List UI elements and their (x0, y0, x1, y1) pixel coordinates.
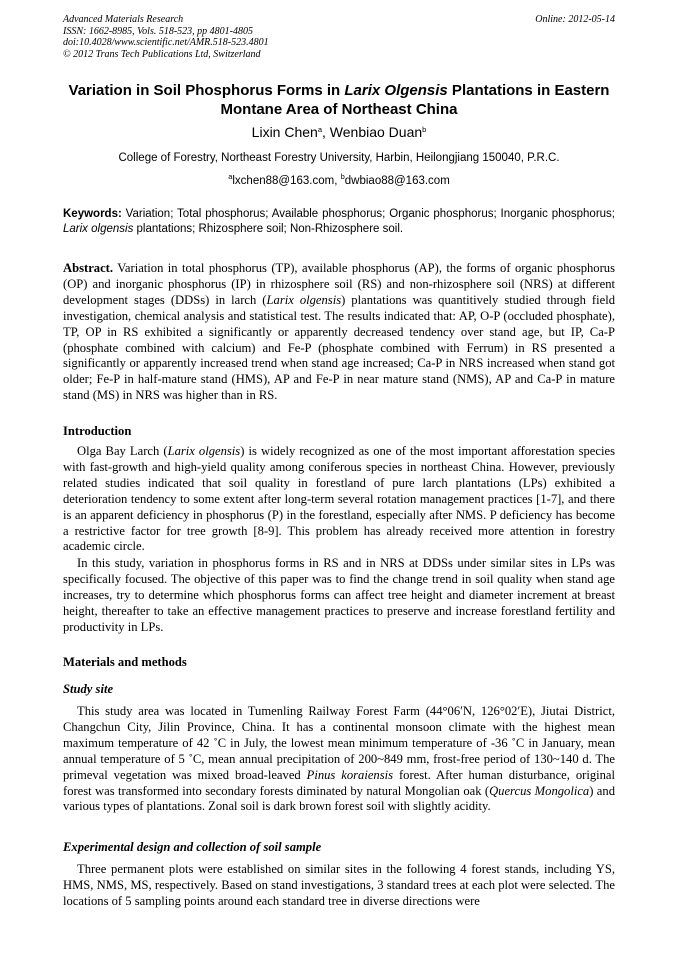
paper-title: Variation in Soil Phosphorus Forms in Larix Olgensis Plantations in Eastern Montane Area of Northeast China (68, 82, 610, 118)
affiliation: College of Forestry, Northeast Forestry University, Harbin, Heilongjiang 150040, P.R.C. (118, 152, 560, 164)
design-paragraph: Three permanent plots were established on similar sites in the following 4 forest stands, including YS, HMS, NMS, MS, respectively. Based on stand investigations, 3 standard trees at each plot were selected. The locations of 5 sampling points around each standard tree in diverse directions were (63, 862, 615, 908)
subsection-heading-study-site: Study site (63, 682, 114, 696)
section-heading-methods: Materials and methods (63, 655, 187, 669)
abstract-label: Abstract. (63, 261, 114, 275)
keywords-label: Keywords: (63, 208, 122, 220)
study-site-paragraph: This study area was located in Tumenling Railway Forest Farm (44°06′N, 126°02′E), Jiutai District, Changchun City, Jilin Province, China. It has a continental monsoon climate with the highest mean maximum temperature of 42 ˚C in July, the lowest mean minimum temperature of -36 ˚C in January, mean annual temperature of 5 ˚C, mean annual precipitation of 200~849 mm, frost-free period of 130~140 d. The primeval vegetation was mixed broad-leaved Pinus koraiensis forest. After human disturbance, original forest was transformed into secondary forests diminated by natural Mongolian oak (Quercus Mongolica) and various types of plantations. Zonal soil is dark brown forest soil with slightly acidity. (63, 704, 616, 814)
copyright-line: © 2012 Trans Tech Publications Ltd, Switzerland (63, 48, 261, 60)
intro-paragraph-2: In this study, variation in phosphorus forms in RS and in NRS at DDSs under similar sites in LPs was specifically focused. The objective of this paper was to find the change trend in soil quality when stand age increases, try to determine which phosphorus forms can affect tree height and diameter increment at breast height, thereafter to take an effective management practices to preserve and increase forestland fertility and productivity in LPs. (63, 556, 615, 634)
section-heading-introduction: Introduction (63, 424, 132, 438)
email-link[interactable]: lxchen88@163.com (232, 175, 335, 187)
journal-header (63, 14, 269, 60)
abstract: Abstract. Variation in total phosphorus (TP), available phosphorus (AP), the forms of organic phosphorus (OP) and inorganic phosphorus (IP) in rhizosphere soil (RS) and non-rhizosphere soil (NRS) at different development stages (DDSs) in larch (Larix olgensis) plantations was quantitively studied through field investigation, chemical analysis and statistical test. The results indicated that: AP, O-P (occluded phosphate), TP, OP in RS exhibited a significantly or apparently decreased tendency over stand age, but IP, Ca-P (phosphate combined with calcium) and Fe-P (phosphate combined with Ferrum) in RS presented a significantly or apparently increased trend when stand age increased; Ca-P in NRS increased when stand got older; Fe-P in half-mature stand (HMS), AP and Fe-P in near mature stand (NMS), AP and Ca-P in mature stand (MS) in NRS was higher than in RS. (63, 261, 615, 403)
issn-line: ISSN: 1662-8985, Vols. 518-523, pp 4801-4805 (63, 25, 253, 37)
title-species: Larix Olgensis (344, 82, 448, 99)
author-list: Lixin Chen$^a$, Wenbiao Duan$^b$ (251, 124, 427, 140)
intro-paragraph-1: Olga Bay Larch (Larix olgensis) is widely recognized as one of the most important afforestation species with fast-growth and high-yield quality among coniferous species in northeast China. However, previously related studies indicated that soil quality in forestland of pure larch plantations (LPs) exhibited a deterioration tendency to some extent after long-term several rotation management practices [1-7], and there is an apparent deficiency in phosphorus (P) in the forestland, especially after NMS. P deficiency has become a restrictive factor for tree growth [8-9]. This problem has already received more attention in forestry academic circle. (63, 444, 615, 554)
journal-name: Advanced Materials Research (63, 14, 184, 25)
keywords: Keywords: Variation; Total phosphorus; Available phosphorus; Organic phosphorus; Inorganic phosphorus; Larix olgensis plantations; Rhizosphere soil; Non-Rhizosphere soil. (63, 208, 615, 236)
author-emails: $^a$lxchen88@163.com, $^b$dwbiao88@163.com (228, 172, 450, 187)
subsection-heading-design: Experimental design and collection of soil sample (63, 840, 322, 854)
author-name: Wenbiao Duan (329, 124, 423, 140)
email-link[interactable]: dwbiao88@163.com (344, 175, 450, 187)
online-date: Online: 2012-05-14 (535, 14, 615, 25)
author-name: Lixin Chen (251, 124, 318, 140)
doi-line: doi:10.4028/www.scientific.net/AMR.518-523.4801 (63, 37, 269, 49)
